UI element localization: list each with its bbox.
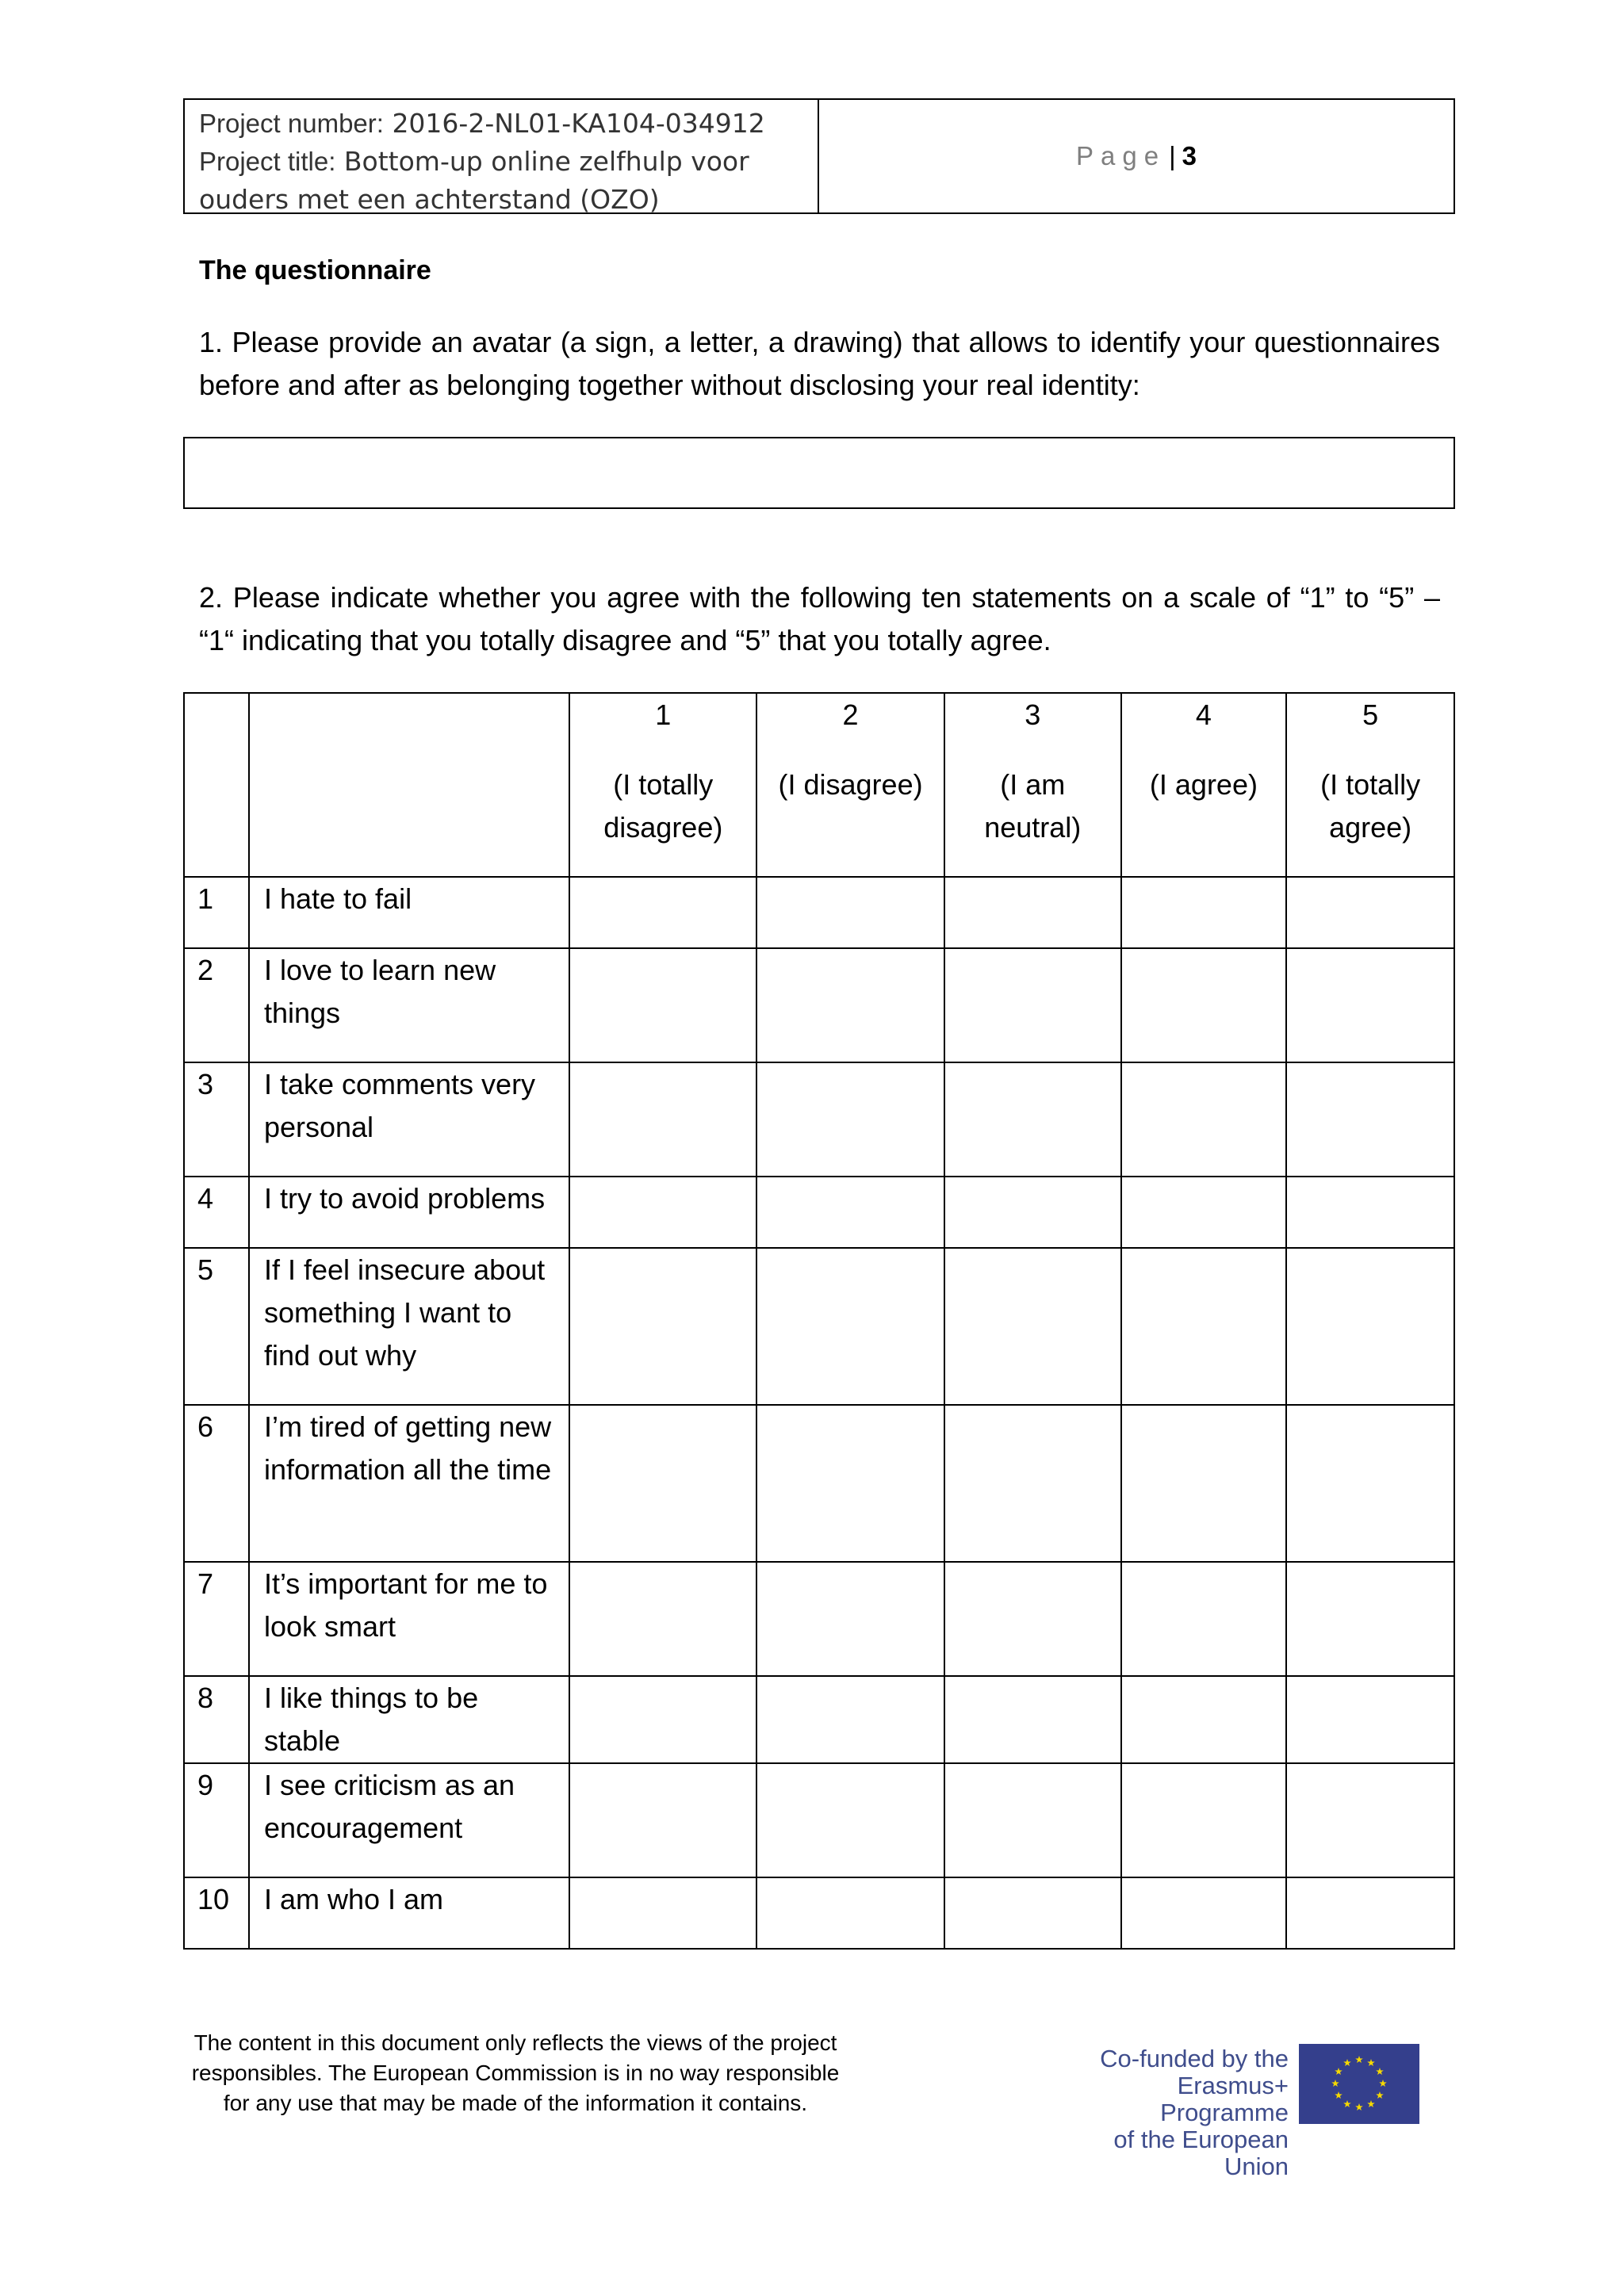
statement-text: It’s important for me to look smart xyxy=(249,1562,569,1676)
rating-cell-1[interactable] xyxy=(569,1062,756,1177)
rating-cell-3[interactable] xyxy=(944,1676,1121,1763)
rating-cell-5[interactable] xyxy=(1286,1676,1454,1763)
rating-cell-2[interactable] xyxy=(756,877,944,948)
rating-cell-1[interactable] xyxy=(569,1676,756,1763)
row-number: 1 xyxy=(184,877,249,948)
scale-header-4: 4 (I agree) xyxy=(1121,693,1287,877)
rating-cell-4[interactable] xyxy=(1121,1877,1287,1949)
statements-table xyxy=(183,692,1455,1950)
project-info xyxy=(185,100,819,215)
statement-text: I see criticism as an encouragement xyxy=(249,1763,569,1877)
statement-text: I hate to fail xyxy=(249,877,569,948)
rating-cell-1[interactable] xyxy=(569,1877,756,1949)
rating-cell-4[interactable] xyxy=(1121,1177,1287,1248)
project-number-label: Project number: xyxy=(199,109,384,138)
disclaimer-text: The content in this document only reflects the views of the project responsibles. The European Commission is in no way responsible for any use that may be made of the information it contains. xyxy=(191,2030,840,2115)
row-number: 9 xyxy=(184,1763,249,1877)
scale-header-2: 2 (I disagree) xyxy=(756,693,944,877)
rating-cell-3[interactable] xyxy=(944,1177,1121,1248)
rating-cell-4[interactable] xyxy=(1121,1763,1287,1877)
cofunded-line-3: of the European Union xyxy=(1113,2126,1289,2180)
rating-cell-3[interactable] xyxy=(944,948,1121,1062)
statement-text: I am who I am xyxy=(249,1877,569,1949)
statement-text: I’m tired of getting new information all the time xyxy=(249,1405,569,1562)
scale-header-3: 3 (I am neutral) xyxy=(944,693,1121,877)
rating-cell-3[interactable] xyxy=(944,877,1121,948)
page-separator: | xyxy=(1169,141,1176,170)
rating-cell-3[interactable] xyxy=(944,1062,1121,1177)
rating-cell-2[interactable] xyxy=(756,1877,944,1949)
rating-cell-2[interactable] xyxy=(756,1062,944,1177)
table-row xyxy=(184,1676,1454,1763)
rating-cell-2[interactable] xyxy=(756,1763,944,1877)
table-row xyxy=(184,1877,1454,1949)
rating-cell-5[interactable] xyxy=(1286,1177,1454,1248)
table-row xyxy=(184,948,1454,1062)
table-row xyxy=(184,1562,1454,1676)
header-empty-num xyxy=(184,693,249,877)
table-row xyxy=(184,1062,1454,1177)
eu-stars xyxy=(1299,2044,1419,2124)
rating-cell-4[interactable] xyxy=(1121,877,1287,948)
table-header-row xyxy=(184,693,1454,877)
row-number: 7 xyxy=(184,1562,249,1676)
rating-cell-5[interactable] xyxy=(1286,1763,1454,1877)
scale-header-5: 5 (I totally agree) xyxy=(1286,693,1454,877)
row-number: 5 xyxy=(184,1248,249,1405)
question-1: 1. Please provide an avatar (a sign, a letter, a drawing) that allows to identify your questionnaires before and after as belonging together without disclosing your real identity: xyxy=(199,326,1440,401)
rating-cell-4[interactable] xyxy=(1121,1405,1287,1562)
rating-cell-3[interactable] xyxy=(944,1877,1121,1949)
rating-cell-5[interactable] xyxy=(1286,1877,1454,1949)
rating-cell-4[interactable] xyxy=(1121,1248,1287,1405)
row-number: 2 xyxy=(184,948,249,1062)
row-number: 3 xyxy=(184,1062,249,1177)
rating-cell-2[interactable] xyxy=(756,1676,944,1763)
cofunded-line-2: Erasmus+ Programme xyxy=(1160,2072,1289,2126)
rating-cell-2[interactable] xyxy=(756,1562,944,1676)
rating-cell-2[interactable] xyxy=(756,1177,944,1248)
table-row xyxy=(184,1405,1454,1562)
rating-cell-5[interactable] xyxy=(1286,948,1454,1062)
row-number: 6 xyxy=(184,1405,249,1562)
rating-cell-3[interactable] xyxy=(944,1248,1121,1405)
row-number: 10 xyxy=(184,1877,249,1949)
table-row xyxy=(184,877,1454,948)
rating-cell-1[interactable] xyxy=(569,1177,756,1248)
table-row xyxy=(184,1248,1454,1405)
row-number: 8 xyxy=(184,1676,249,1763)
rating-cell-5[interactable] xyxy=(1286,1062,1454,1177)
page-indicator xyxy=(819,100,1454,212)
rating-cell-4[interactable] xyxy=(1121,948,1287,1062)
rating-cell-3[interactable] xyxy=(944,1405,1121,1562)
rating-cell-3[interactable] xyxy=(944,1763,1121,1877)
rating-cell-5[interactable] xyxy=(1286,1405,1454,1562)
rating-cell-5[interactable] xyxy=(1286,877,1454,948)
project-number: 2016-2-NL01-KA104-034912 xyxy=(392,108,765,139)
rating-cell-2[interactable] xyxy=(756,1405,944,1562)
section-title: The questionnaire xyxy=(199,255,431,285)
header-box xyxy=(183,98,1455,214)
statement-text: I love to learn new things xyxy=(249,948,569,1062)
rating-cell-3[interactable] xyxy=(944,1562,1121,1676)
table-row xyxy=(184,1763,1454,1877)
page-number: 3 xyxy=(1182,141,1197,170)
question-2: 2. Please indicate whether you agree with the following ten statements on a scale of “1” to “5” – “1“ indicating that you totally disagree and “5” that you totally agree. xyxy=(199,581,1440,656)
rating-cell-4[interactable] xyxy=(1121,1062,1287,1177)
rating-cell-2[interactable] xyxy=(756,1248,944,1405)
rating-cell-4[interactable] xyxy=(1121,1676,1287,1763)
avatar-answer-box[interactable] xyxy=(183,437,1455,509)
table-row xyxy=(184,1177,1454,1248)
row-number: 4 xyxy=(184,1177,249,1248)
rating-cell-1[interactable] xyxy=(569,948,756,1062)
rating-cell-5[interactable] xyxy=(1286,1248,1454,1405)
rating-cell-1[interactable] xyxy=(569,1763,756,1877)
statement-text: I try to avoid problems xyxy=(249,1177,569,1248)
rating-cell-1[interactable] xyxy=(569,1405,756,1562)
statement-text: I like things to be stable xyxy=(249,1676,569,1763)
page-label: Page xyxy=(1075,141,1166,170)
cofunded-line-1: Co-funded by the xyxy=(1100,2045,1289,2072)
rating-cell-1[interactable] xyxy=(569,1562,756,1676)
header-empty-statement xyxy=(249,693,569,877)
rating-cell-5[interactable] xyxy=(1286,1562,1454,1676)
rating-cell-2[interactable] xyxy=(756,948,944,1062)
rating-cell-4[interactable] xyxy=(1121,1562,1287,1676)
project-title-label: Project title: xyxy=(199,147,336,176)
statement-text: If I feel insecure about something I want to find out why xyxy=(249,1248,569,1405)
scale-header-1: 1 (I totally disagree) xyxy=(569,693,756,877)
rating-cell-1[interactable] xyxy=(569,877,756,948)
eu-flag-icon xyxy=(1299,2044,1419,2124)
erasmus-cofunded-text xyxy=(1047,2045,1289,2180)
statement-text: I take comments very personal xyxy=(249,1062,569,1177)
rating-cell-1[interactable] xyxy=(569,1248,756,1405)
project-title: Bottom-up online zelfhulp voor ouders met een achterstand (OZO) xyxy=(199,146,749,215)
